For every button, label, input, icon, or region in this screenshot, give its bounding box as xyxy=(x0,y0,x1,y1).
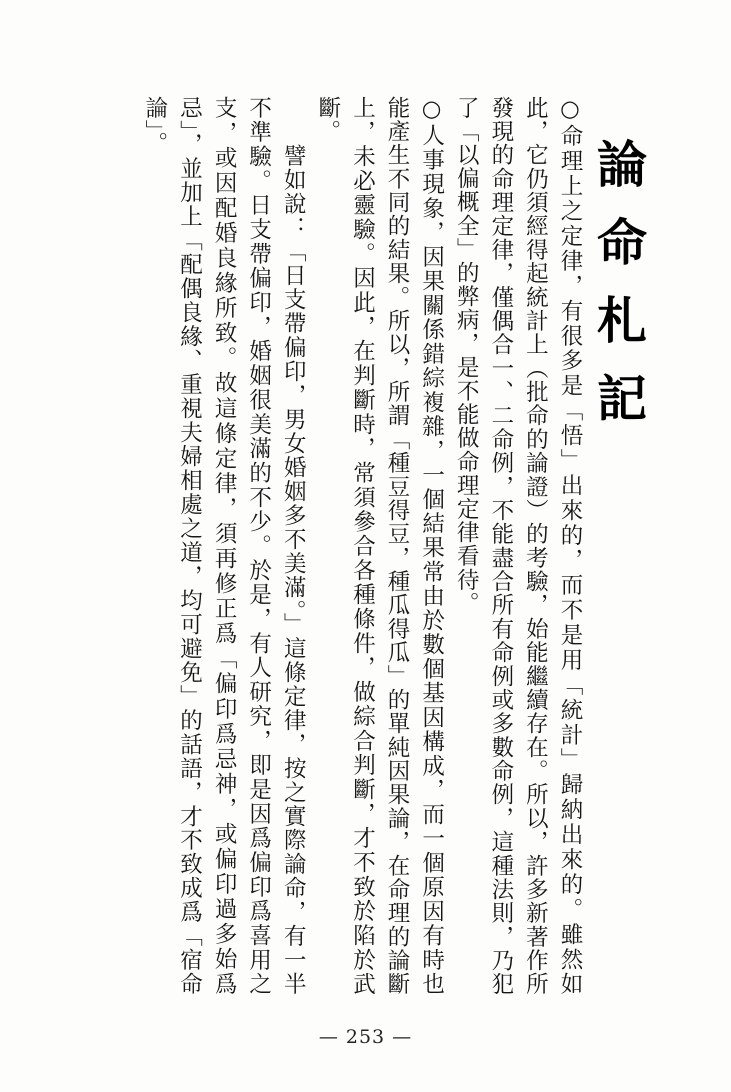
page-number: — 253 — xyxy=(318,1026,413,1048)
body-text xyxy=(137,96,587,996)
paragraph-1: ○命理上之定律，有很多是「悟」出來的，而不是用「統計」歸納出來的。雖然如此，它仍須經得起統計上（批命的論證）的考驗，始能繼續存在。所以，許多新著作所發現的命理定律，僅偶合一、二命例，不能盡合所有命例或多數命例，這種法則，乃犯了「以偏概全」的弊病，是不能做命理定律看待。 xyxy=(453,96,583,996)
paragraph-2: ○人事現象，因果關係錯綜複雜，一個結果常由於數個基因構成，而一個原因有時也能產生不同的結果。所以，所謂「種豆得豆，種瓜得瓜」的單純因果論，在命理的論斷上，未必靈驗。因此，在判斷時，常須參合各種條件，做綜合判斷，才不致於陷於武斷。 xyxy=(314,96,445,996)
paragraph-3: 譬如說：「日支帶偏印，男女婚姻多不美滿。」這條定律，按之實際論命，有一半不準驗。日支帶偏印，婚姻很美滿的不少。於是，有人研究，即是因爲偏印爲喜用之支，或因配婚良緣所致。故這條定律，須再修正爲「偏印爲忌神，或偏印過多始爲忌」，並加上「配偶良緣、重視夫婦相處之道，均可避免」的話語，才不致成爲「宿命論」。 xyxy=(141,96,307,996)
page-title: 論命札記 xyxy=(589,138,647,450)
